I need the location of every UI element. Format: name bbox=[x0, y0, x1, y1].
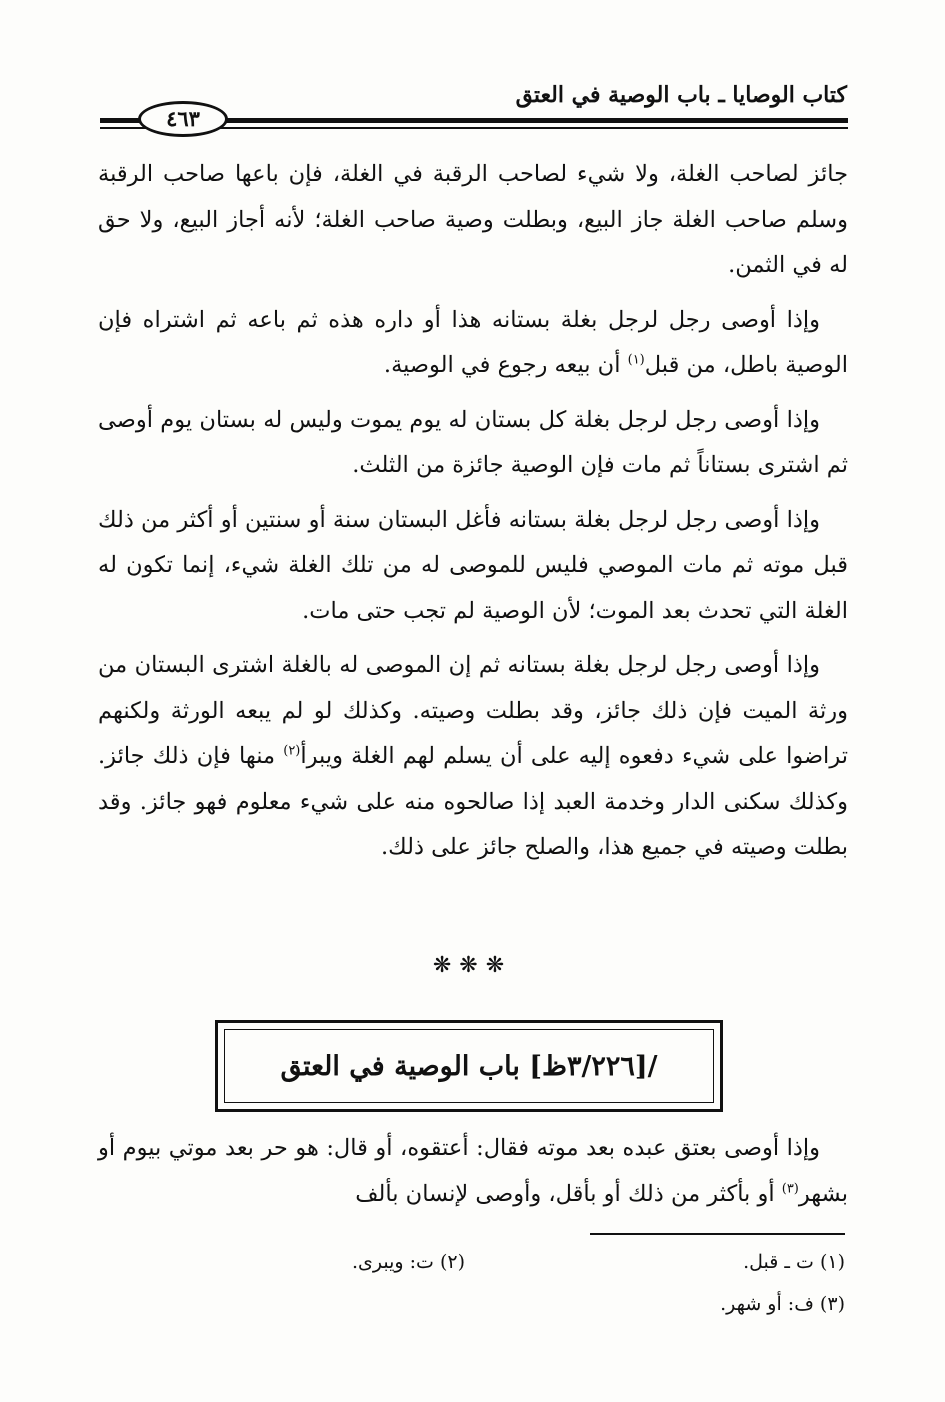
paragraph-text: أو بأكثر من ذلك أو بأقل، وأوصى لإنسان بألف bbox=[355, 1180, 782, 1207]
paragraph: وإذا أوصى رجل لرجل بغلة بستانه فأغل البستان سنة أو سنتين أو أكثر من ذلك قبل موته ثم مات الموصي فليس للموصى له من تلك الغلة شيء، إنما تكون له الغلة التي تحدث بعد الموت؛ لأن الوصية لم تجب حتى مات. bbox=[98, 506, 848, 624]
running-title: كتاب الوصايا ـ باب الوصية في العتق bbox=[515, 82, 847, 108]
paragraph-text: وإذا أوصى رجل لرجل بغلة بستانه ثم إن الموصى له بالغلة اشترى البستان من ورثة الميت فإن ذلك جائز، وقد بطلت وصيته. وكذلك لو لم يبعه الورثة ولكنهم تراضوا على شيء دفعوه إليه على أن يسلم لهم الغلة ويبرأ bbox=[98, 652, 848, 769]
section-divider-stars: ❋❋❋ bbox=[432, 953, 513, 978]
footnote-2: (٢) ت: ويبرى. bbox=[351, 1251, 465, 1273]
chapter-title-frame bbox=[215, 1020, 723, 1112]
paragraph: جائز لصاحب الغلة، ولا شيء لصاحب الرقبة في الغلة، فإن باعها صاحب الرقبة وسلم صاحب الغلة جاز البيع، وبطلت وصية صاحب الغلة؛ لأنه أجاز البيع، ولا حق له في الثمن. bbox=[98, 161, 848, 278]
main-text bbox=[98, 152, 848, 880]
main-text-continued bbox=[98, 1126, 848, 1217]
paragraph bbox=[98, 298, 848, 389]
footnote-3: (٣) ف: أو شهر. bbox=[720, 1293, 845, 1315]
paragraph-text: وإذا أوصى بعتق عبده بعد موته فقال: أعتقوه، أو قال: هو حر بعد موتي بيوم أو بشهر bbox=[98, 1135, 848, 1207]
paragraph-text: وإذا أوصى رجل لرجل بغلة بستانه هذا أو داره هذه ثم باعه ثم اشتراه فإن الوصية باطل، من قبل bbox=[98, 306, 848, 378]
footnote-rule bbox=[590, 1233, 845, 1235]
footnote-marker: (٣) bbox=[781, 1181, 799, 1196]
paragraph: وإذا أوصى رجل لرجل بغلة كل بستان له يوم يموت وليس له بستان يوم أوصى ثم اشترى بستاناً ثم مات فإن الوصية جائزة من الثلث. bbox=[98, 406, 848, 478]
paragraph-text: منها فإن ذلك جائز. وكذلك سكنى الدار وخدمة العبد إذا صالحوه منه على شيء معلوم فهو جائز. وقد بطلت وصيته في جميع هذا، والصلح جائز على ذلك. bbox=[98, 743, 848, 860]
footnote-1: (١) ت ـ قبل. bbox=[743, 1251, 845, 1273]
footnote-marker: (١) bbox=[627, 352, 645, 368]
paragraph bbox=[98, 643, 848, 871]
footnote-marker: (٢) bbox=[283, 743, 301, 759]
paragraph bbox=[98, 1126, 848, 1217]
page-number: ٤٦٣ bbox=[138, 101, 228, 137]
chapter-title: /[٣/٢٢٦ظ] باب الوصية في العتق bbox=[280, 1050, 658, 1082]
paragraph-text: أن بيعه رجوع في الوصية. bbox=[383, 352, 628, 378]
